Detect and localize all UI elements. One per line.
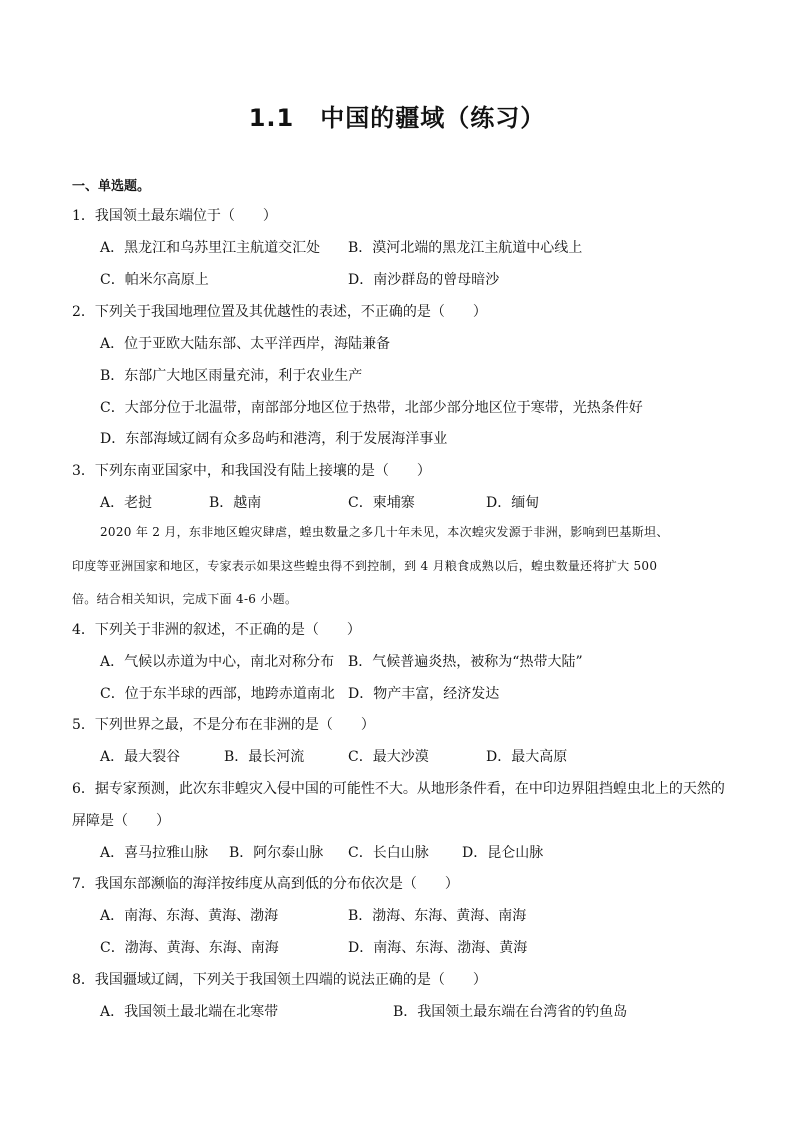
q7-option-b: B．渤海、东海、黄海、南海 [348,908,527,924]
q3-stem: 3．下列东南亚国家中，和我国没有陆上接壤的是（ ） [72,463,431,479]
q6-option-d: D．昆仑山脉 [462,845,544,861]
q3-option-b: B．越南 [209,495,262,511]
passage-line-3: 倍。结合相关知识，完成下面 4-6 小题。 [72,592,298,606]
q6-option-b: B．阿尔泰山脉 [229,845,324,861]
q2-option-b: B．东部广大地区雨量充沛，利于农业生产 [100,368,363,384]
q5-option-b: B．最长河流 [224,749,305,765]
q1-option-c: C．帕米尔高原上 [100,272,209,288]
q4-stem: 4．下列关于非洲的叙述，不正确的是（ ） [72,622,361,638]
q8-stem: 8．我国疆域辽阔，下列关于我国领土四端的说法正确的是（ ） [72,972,487,988]
q1-stem: 1．我国领土最东端位于（ ） [72,208,277,224]
q2-option-d: D．东部海域辽阔有众多岛屿和港湾，利于发展海洋事业 [100,431,448,447]
q2-option-c: C．大部分位于北温带，南部部分地区位于热带，北部少部分地区位于寒带，光热条件好 [100,400,643,416]
q2-stem: 2．下列关于我国地理位置及其优越性的表述，不正确的是（ ） [72,304,487,320]
section-heading: 一、单选题。 [72,179,151,194]
q4-option-c: C．位于东半球的西部，地跨赤道南北 [100,686,335,702]
q7-option-a: A．南海、东海、黄海、渤海 [100,908,279,924]
title-text: 中国的疆域（练习） [320,104,546,132]
q5-option-d: D．最大高原 [486,749,568,765]
page-title [0,98,794,133]
q6-option-c: C．长白山脉 [348,845,429,861]
q7-option-c: C．渤海、黄海、东海、南海 [100,940,279,956]
q7-option-d: D．南海、东海、渤海、黄海 [348,940,528,956]
q3-option-a: A．老挝 [100,495,153,511]
q8-option-b: B．我国领土最东端在台湾省的钓鱼岛 [393,1004,628,1020]
q7-stem: 7．我国东部濒临的海洋按纬度从高到低的分布依次是（ ） [72,876,459,892]
q5-option-c: C．最大沙漠 [348,749,429,765]
title-number: 1.1 [248,104,295,132]
q2-option-a: A．位于亚欧大陆东部、太平洋西岸，海陆兼备 [100,336,391,352]
q5-option-a: A．最大裂谷 [100,749,181,765]
q6-option-a: A．喜马拉雅山脉 [100,845,209,861]
q3-option-d: D．缅甸 [486,495,540,511]
passage-line-2: 印度等亚洲国家和地区，专家表示如果这些蝗虫得不到控制，到 4 月粮食成熟以后，蝗虫数量还将扩大 500 [72,559,658,573]
q4-option-a: A．气候以赤道为中心，南北对称分布 [100,654,335,670]
q1-option-d: D．南沙群岛的曾母暗沙 [348,272,500,288]
passage-line-1: 2020 年 2 月，东非地区蝗灾肆虐，蝗虫数量之多几十年未见，本次蝗灾发源于非洲，影响到巴基斯坦、 [100,525,669,539]
q5-stem: 5．下列世界之最，不是分布在非洲的是（ ） [72,717,375,733]
q4-option-b: B．气候普遍炎热，被称为“热带大陆” [348,654,583,670]
q1-option-b: B．漠河北端的黑龙江主航道中心线上 [348,240,583,256]
q8-option-a: A．我国领土最北端在北寒带 [100,1004,279,1020]
q4-option-d: D．物产丰富，经济发达 [348,686,500,702]
q1-option-a: A．黑龙江和乌苏里江主航道交汇处 [100,240,321,256]
q3-option-c: C．柬埔寨 [348,495,415,511]
q6-stem-line-2: 屏障是（ ） [72,813,170,829]
q6-stem-line-1: 6．据专家预测，此次东非蝗灾入侵中国的可能性不大。从地形条件看，在中印边界阻挡蝗虫北上的天然的 [72,781,725,797]
